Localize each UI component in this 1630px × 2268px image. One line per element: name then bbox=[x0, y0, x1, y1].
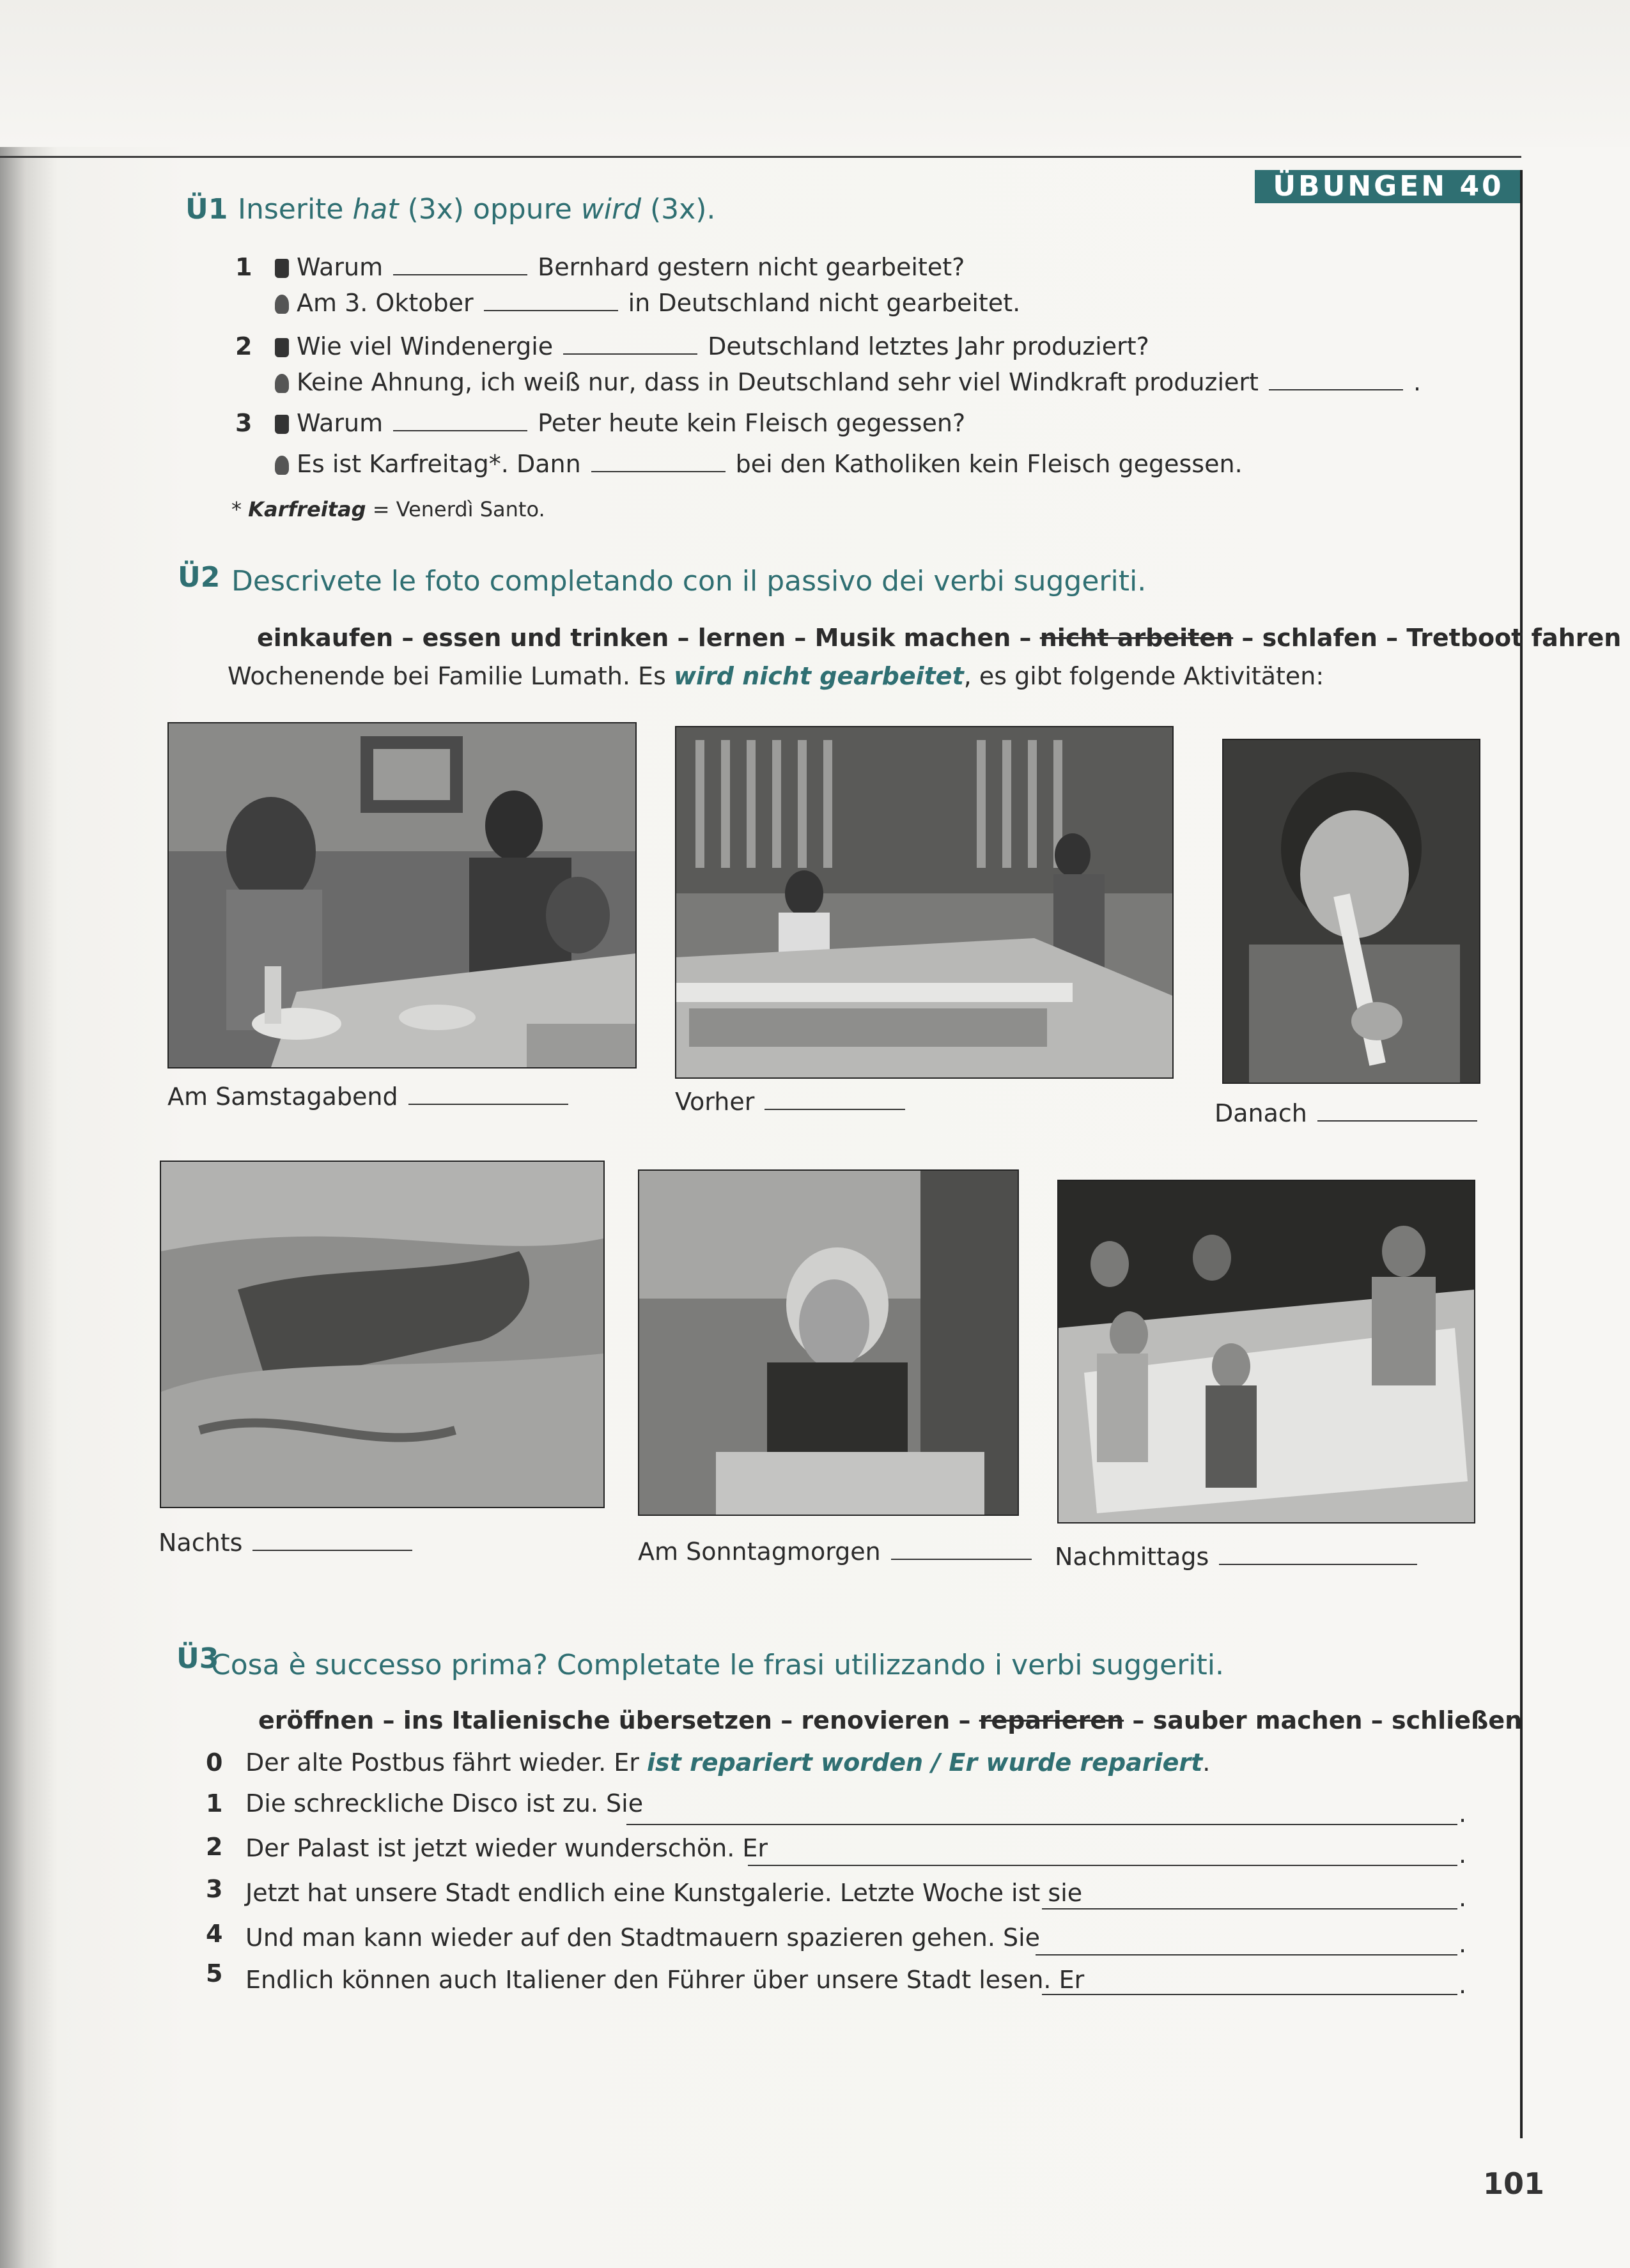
item-number: 3 bbox=[235, 409, 252, 437]
sentence-end: . bbox=[1459, 1840, 1467, 1869]
answer-blank[interactable] bbox=[1317, 1101, 1477, 1122]
answer-blank[interactable] bbox=[891, 1539, 1032, 1560]
dialog-line: Warum Bernhard gestern nicht gearbeitet? bbox=[275, 253, 965, 281]
answer-blank[interactable] bbox=[563, 334, 697, 355]
sentence: Jetzt hat unsere Stadt endlich eine Kunstgalerie. Letzte Woche ist sie bbox=[245, 1879, 1083, 1907]
photo-pedal-boat bbox=[1057, 1180, 1475, 1524]
exercise-1-title: Inserite hat (3x) oppure wird (3x). bbox=[238, 193, 716, 226]
speaker-a-icon bbox=[275, 415, 289, 434]
sentence-end: . bbox=[1459, 1800, 1467, 1828]
dialog-line: Keine Ahnung, ich weiß nur, dass in Deutschland sehr viel Windkraft produziert . bbox=[275, 368, 1421, 396]
item-number: 3 bbox=[206, 1875, 223, 1903]
answer-line[interactable] bbox=[1042, 1907, 1457, 1909]
speaker-b-icon bbox=[275, 295, 289, 314]
answer-line[interactable] bbox=[626, 1823, 1457, 1825]
sentence: Der Palast ist jetzt wieder wunderschön. Er bbox=[245, 1834, 768, 1862]
answer-line[interactable] bbox=[748, 1863, 1457, 1866]
caption-5: Am Sonntagmorgen bbox=[638, 1538, 1042, 1566]
margin-rule bbox=[1520, 170, 1523, 2138]
exercise-1-number: Ü1 bbox=[185, 193, 228, 226]
speaker-b-icon bbox=[275, 456, 289, 475]
answer-line[interactable] bbox=[1042, 1993, 1457, 1995]
caption-1: Am Samstagabend bbox=[167, 1083, 578, 1111]
caption-4: Nachts bbox=[159, 1529, 423, 1557]
intro-sentence: Wochenende bei Familie Lumath. Es wird nicht gearbeitet, es gibt folgende Aktivitäten: bbox=[228, 662, 1324, 690]
answer-blank[interactable] bbox=[393, 411, 527, 431]
answer-blank[interactable] bbox=[408, 1084, 568, 1105]
exercise-3-title: Cosa è successo prima? Completate le frasi utilizzando i verbi suggeriti. bbox=[211, 1649, 1224, 1681]
caption-3: Danach bbox=[1215, 1099, 1487, 1127]
item-number: 1 bbox=[235, 253, 252, 281]
footnote: * Karfreitag = Venerdì Santo. bbox=[231, 497, 545, 521]
page-number: 101 bbox=[1483, 2166, 1545, 2201]
sentence: Endlich können auch Italiener den Führer über unsere Stadt lesen. Er bbox=[245, 1966, 1085, 1994]
speaker-b-icon bbox=[275, 374, 289, 393]
item-number: 2 bbox=[235, 332, 252, 360]
example-sentence: Der alte Postbus fährt wieder. Er ist repariert worden / Er wurde repariert. bbox=[245, 1748, 1211, 1777]
exercise-3-number: Ü3 bbox=[176, 1642, 219, 1675]
photo-recorder bbox=[1222, 739, 1480, 1084]
dialog-line: Warum Peter heute kein Fleisch gegessen? bbox=[275, 409, 965, 437]
page-top bbox=[0, 0, 1630, 147]
item-number: 4 bbox=[206, 1920, 223, 1948]
item-number: 5 bbox=[206, 1959, 223, 1987]
item-number: 2 bbox=[206, 1833, 223, 1861]
caption-6: Nachmittags bbox=[1055, 1543, 1427, 1571]
answer-blank[interactable] bbox=[252, 1531, 412, 1551]
caption-2: Vorher bbox=[675, 1088, 915, 1116]
answer-blank[interactable] bbox=[1269, 370, 1403, 390]
answer-blank[interactable] bbox=[484, 291, 618, 311]
photo-sleeping bbox=[160, 1161, 605, 1508]
sentence-end: . bbox=[1459, 1971, 1467, 1999]
answer-line[interactable] bbox=[1036, 1953, 1457, 1956]
verb-list: einkaufen – essen und trinken – lernen – Musik machen – nicht arbeiten – schlafen – Tretboot fahren bbox=[257, 624, 1622, 652]
sentence: Die schreckliche Disco ist zu. Sie bbox=[245, 1789, 644, 1817]
answer-blank[interactable] bbox=[393, 255, 527, 275]
answer-blank[interactable] bbox=[591, 452, 726, 472]
header-rule bbox=[0, 156, 1521, 158]
section-tab: ÜBUNGEN 40 bbox=[1255, 170, 1522, 203]
sentence-end: . bbox=[1459, 1930, 1467, 1958]
dialog-line: Wie viel Windenergie Deutschland letztes Jahr produziert? bbox=[275, 332, 1149, 360]
speaker-a-icon bbox=[275, 259, 289, 278]
photo-restaurant bbox=[167, 722, 637, 1068]
photo-studying bbox=[638, 1169, 1019, 1516]
speaker-a-icon bbox=[275, 338, 289, 357]
dialog-line: Es ist Karfreitag*. Dann bei den Katholiken kein Fleisch gegessen. bbox=[275, 450, 1243, 478]
exercise-2-number: Ü2 bbox=[178, 561, 221, 594]
dialog-line: Am 3. Oktober in Deutschland nicht gearbeitet. bbox=[275, 289, 1020, 317]
verb-list: eröffnen – ins Italienische übersetzen – renovieren – reparieren – sauber machen – schließen bbox=[258, 1706, 1523, 1734]
item-number: 1 bbox=[206, 1789, 223, 1817]
answer-blank[interactable] bbox=[1219, 1545, 1417, 1565]
photo-shop bbox=[675, 726, 1174, 1079]
answer-blank[interactable] bbox=[765, 1090, 905, 1110]
item-number: 0 bbox=[206, 1748, 223, 1777]
sentence: Und man kann wieder auf den Stadtmauern spazieren gehen. Sie bbox=[245, 1924, 1041, 1952]
exercise-2-title: Descrivete le foto completando con il passivo dei verbi suggeriti. bbox=[231, 565, 1147, 598]
sentence-end: . bbox=[1459, 1884, 1467, 1912]
